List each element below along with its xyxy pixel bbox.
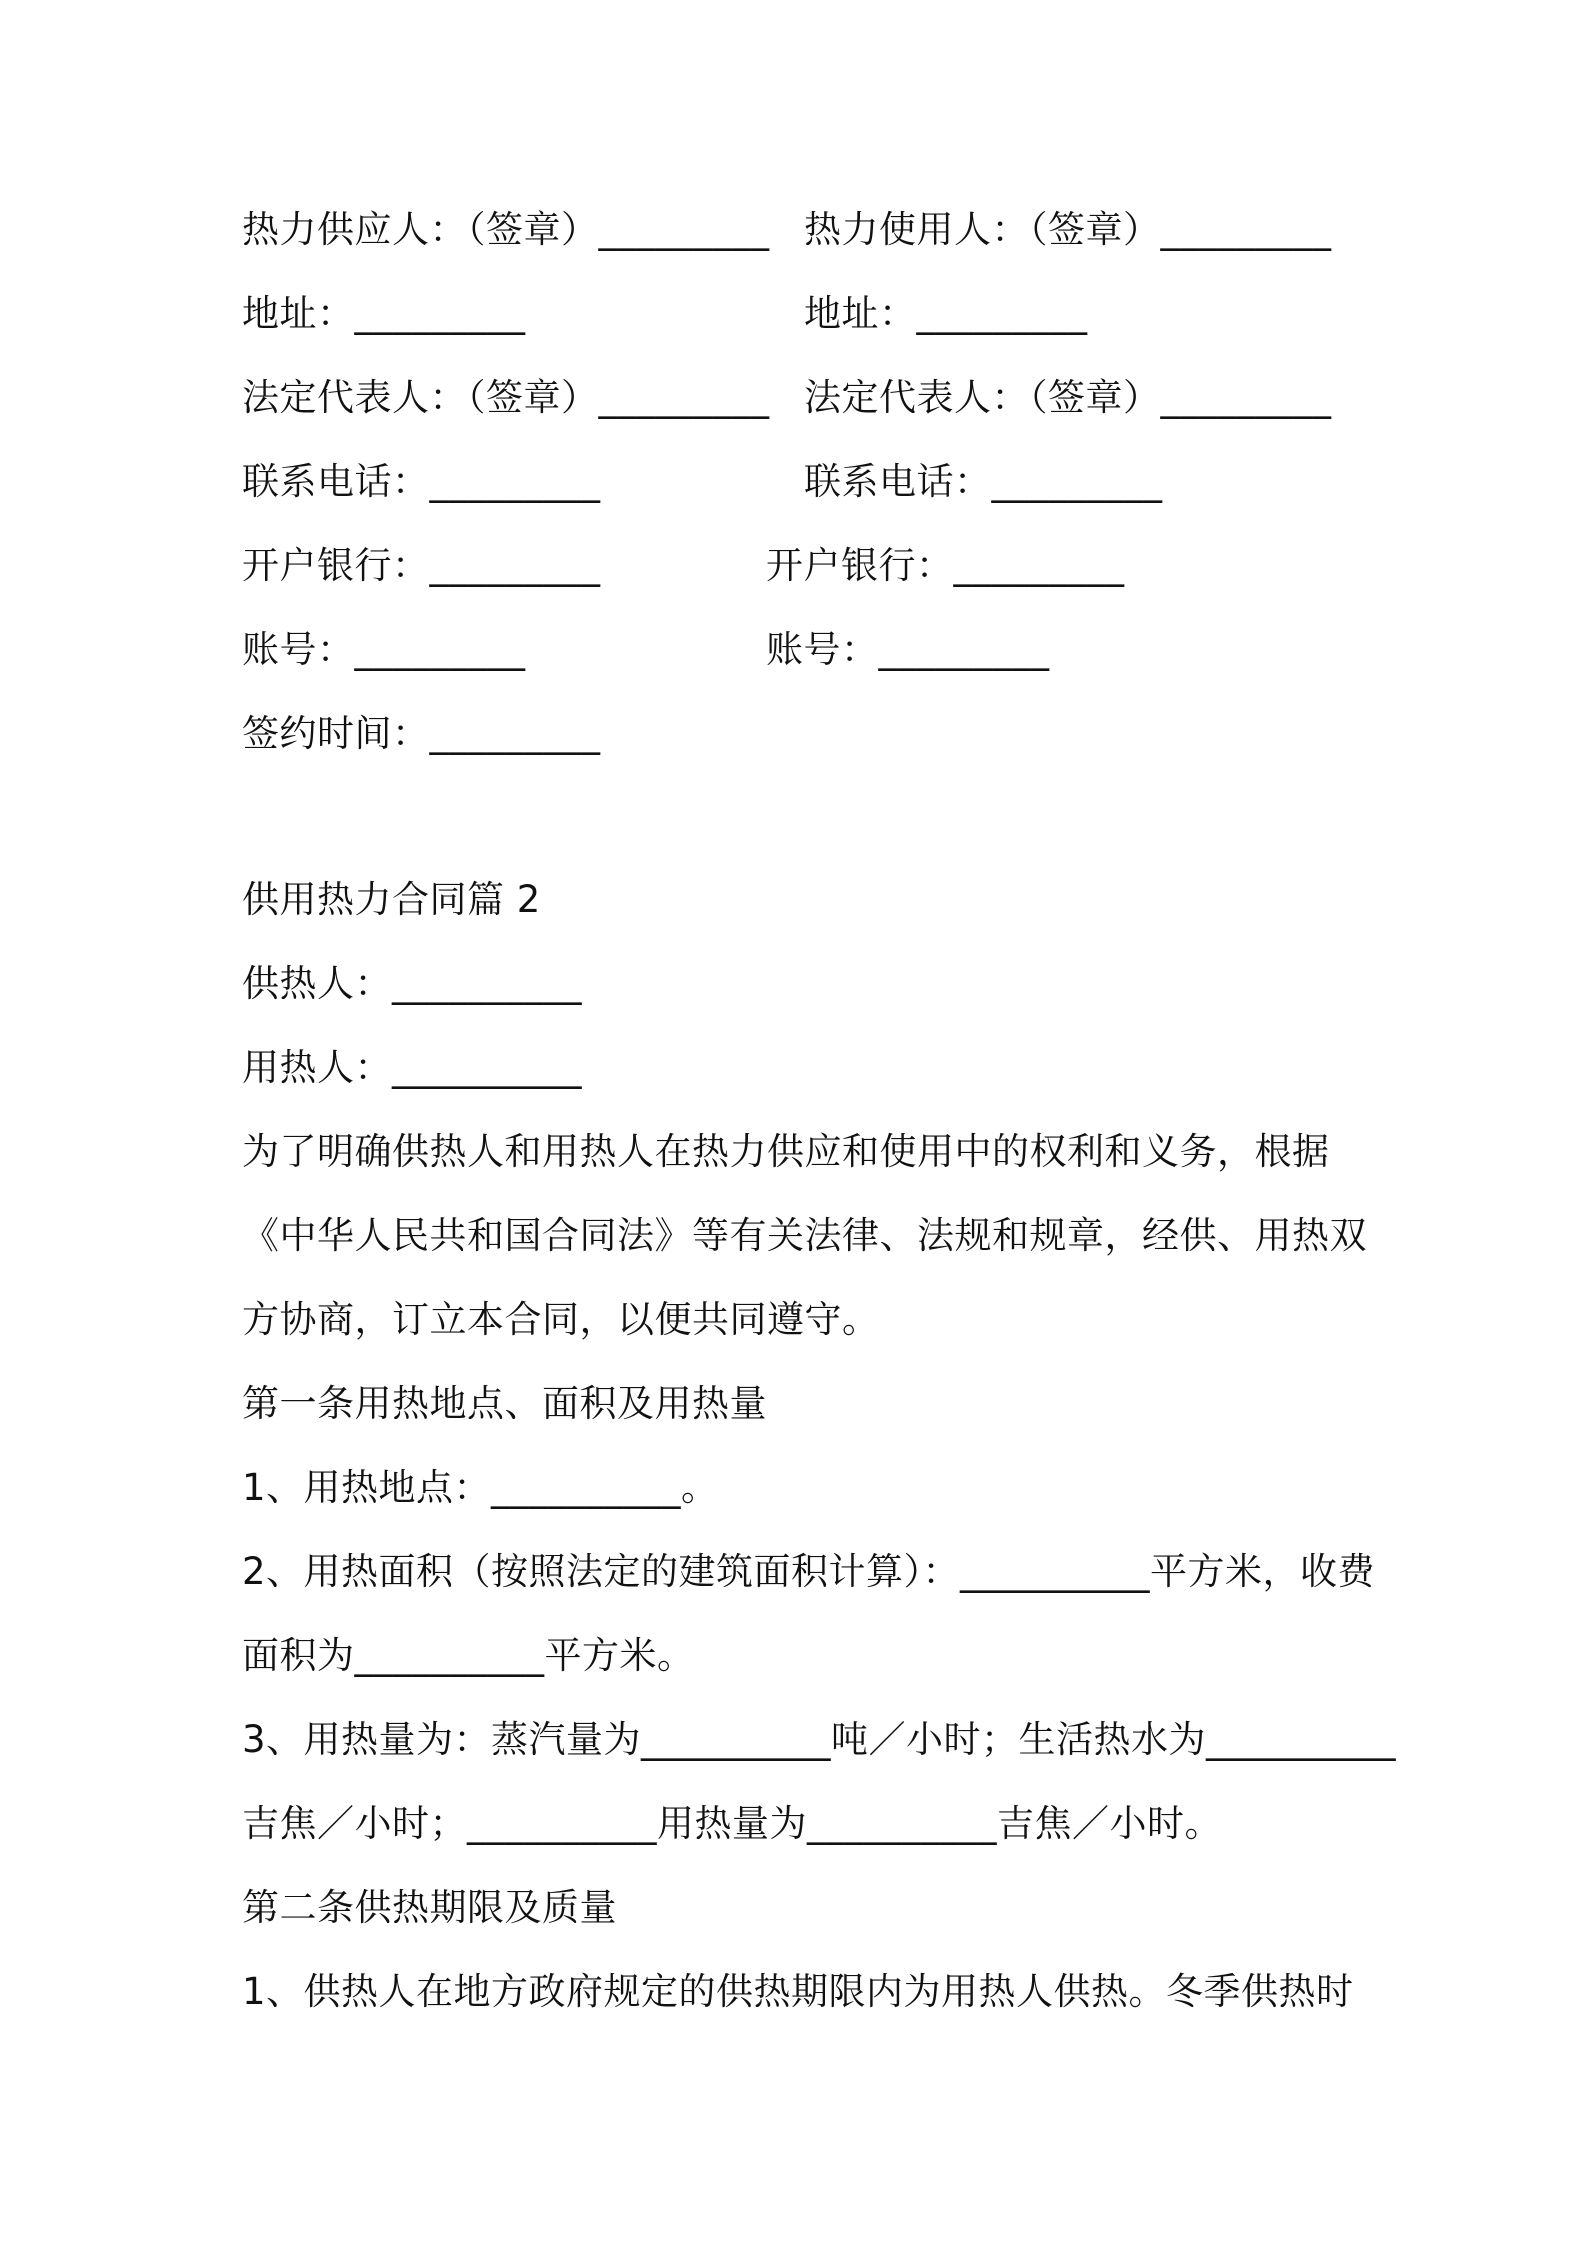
- right-legal-rep-signature: 法定代表人：（签章）_________: [804, 376, 1332, 419]
- right-heat-user-signature: 热力使用人：（签章）_________: [804, 208, 1332, 251]
- supplier-line: 供热人：__________: [242, 962, 582, 1005]
- article1-title: 第一条用热地点、面积及用热量: [242, 1382, 767, 1425]
- article2-title: 第二条供热期限及质量: [242, 1886, 617, 1929]
- preamble-line: 《中华人民共和国合同法》等有关法律、法规和规章，经供、用热双: [242, 1214, 1367, 1257]
- left-account: 账号：_________: [242, 628, 526, 671]
- article1-item2-line: 面积为__________平方米。: [242, 1634, 695, 1677]
- user-line: 用热人：__________: [242, 1046, 582, 1089]
- right-bank: 开户银行：_________: [766, 544, 1125, 587]
- left-phone: 联系电话：_________: [242, 460, 601, 503]
- contract-title: 供用热力合同篇 2: [242, 878, 541, 921]
- sign-date: 签约时间：_________: [242, 712, 601, 755]
- article1-item3-line: 3、用热量为：蒸汽量为__________吨／小时；生活热水为__________: [242, 1718, 1397, 1761]
- preamble-line: 为了明确供热人和用热人在热力供应和使用中的权利和义务，根据: [242, 1130, 1330, 1173]
- right-account: 账号：_________: [766, 628, 1050, 671]
- left-legal-rep-signature: 法定代表人：（签章）_________: [242, 376, 770, 419]
- left-heat-supplier-signature: 热力供应人：（签章）_________: [242, 208, 770, 251]
- left-address: 地址：_________: [242, 292, 526, 335]
- article2-item1: 1、供热人在地方政府规定的供热期限内为用热人供热。冬季供热时: [242, 1970, 1354, 2013]
- article1-item1: 1、用热地点：__________。: [242, 1466, 719, 1509]
- preamble-line: 方协商，订立本合同，以便共同遵守。: [242, 1298, 880, 1341]
- article1-item3-line: 吉焦／小时；__________用热量为__________吉焦／小时。: [242, 1802, 1222, 1845]
- left-bank: 开户银行：_________: [242, 544, 601, 587]
- right-address: 地址：_________: [804, 292, 1088, 335]
- right-phone: 联系电话：_________: [804, 460, 1163, 503]
- article1-item2-line: 2、用热面积（按照法定的建筑面积计算）：__________平方米，收费: [242, 1550, 1376, 1593]
